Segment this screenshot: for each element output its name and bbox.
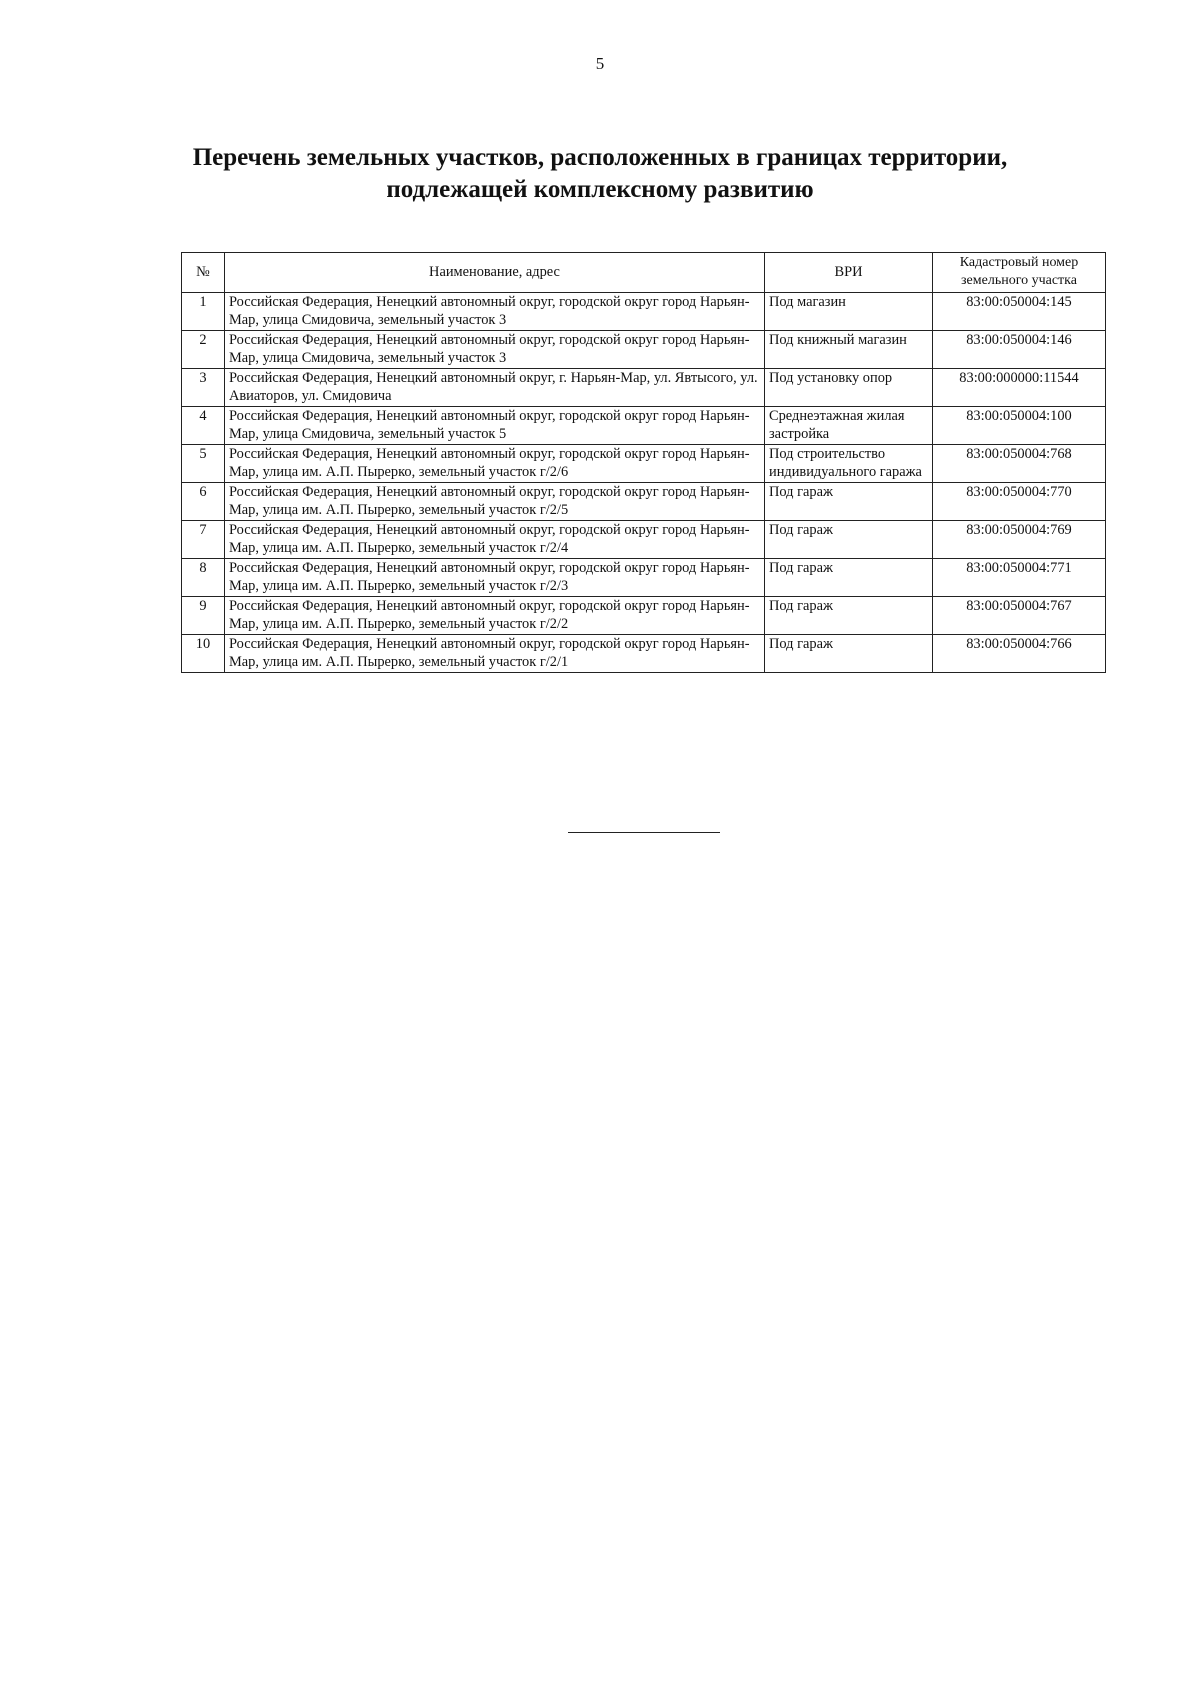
document-title xyxy=(150,142,1050,206)
row-cadastral-number: 83:00:050004:767 xyxy=(933,597,1106,635)
row-number: 3 xyxy=(182,369,225,407)
row-address: Российская Федерация, Ненецкий автономный округ, городской округ город Нарьян-Мар, улица Смидовича, земельный участок 3 xyxy=(225,293,765,331)
row-address: Российская Федерация, Ненецкий автономный округ, городской округ город Нарьян-Мар, улица Смидовича, земельный участок 5 xyxy=(225,407,765,445)
row-number: 9 xyxy=(182,597,225,635)
row-vri: Под строительство индивидуального гаража xyxy=(765,445,933,483)
row-vri: Под установку опор xyxy=(765,369,933,407)
row-vri: Под гараж xyxy=(765,597,933,635)
header-address: Наименование, адрес xyxy=(225,253,765,293)
row-cadastral-number: 83:00:050004:100 xyxy=(933,407,1106,445)
row-cadastral-number: 83:00:000000:11544 xyxy=(933,369,1106,407)
table-row xyxy=(182,559,1106,597)
row-cadastral-number: 83:00:050004:766 xyxy=(933,635,1106,673)
table-row xyxy=(182,521,1106,559)
header-number: № xyxy=(182,253,225,293)
document-title-line-1: Перечень земельных участков, расположенных в границах территории, xyxy=(192,144,1008,171)
row-cadastral-number: 83:00:050004:145 xyxy=(933,293,1106,331)
row-vri: Под книжный магазин xyxy=(765,331,933,369)
row-vri: Среднеэтажная жилая застройка xyxy=(765,407,933,445)
table-header xyxy=(182,253,1106,293)
row-number: 10 xyxy=(182,635,225,673)
row-address: Российская Федерация, Ненецкий автономный округ, городской округ город Нарьян-Мар, улица им. А.П. Пырерко, земельный участок г/2/1 xyxy=(225,635,765,673)
table-row xyxy=(182,407,1106,445)
row-vri: Под гараж xyxy=(765,559,933,597)
row-number: 4 xyxy=(182,407,225,445)
row-number: 2 xyxy=(182,331,225,369)
header-vri: ВРИ xyxy=(765,253,933,293)
row-vri: Под магазин xyxy=(765,293,933,331)
row-cadastral-number: 83:00:050004:146 xyxy=(933,331,1106,369)
table-header-row xyxy=(182,253,1106,293)
table-row xyxy=(182,635,1106,673)
document-title-line-2: подлежащей комплексному развитию xyxy=(386,176,814,203)
land-parcels-table xyxy=(181,252,1106,673)
row-number: 5 xyxy=(182,445,225,483)
table-row xyxy=(182,483,1106,521)
table-row xyxy=(182,369,1106,407)
row-number: 8 xyxy=(182,559,225,597)
row-cadastral-number: 83:00:050004:771 xyxy=(933,559,1106,597)
row-address: Российская Федерация, Ненецкий автономный округ, городской округ город Нарьян-Мар, улица им. А.П. Пырерко, земельный участок г/2/4 xyxy=(225,521,765,559)
row-address: Российская Федерация, Ненецкий автономный округ, городской округ город Нарьян-Мар, улица им. А.П. Пырерко, земельный участок г/2/3 xyxy=(225,559,765,597)
row-address: Российская Федерация, Ненецкий автономный округ, городской округ город Нарьян-Мар, улица им. А.П. Пырерко, земельный участок г/2/5 xyxy=(225,483,765,521)
header-cadastral-number: Кадастровый номер земельного участка xyxy=(933,253,1106,293)
table-row xyxy=(182,445,1106,483)
row-address: Российская Федерация, Ненецкий автономный округ, городской округ город Нарьян-Мар, улица им. А.П. Пырерко, земельный участок г/2/2 xyxy=(225,597,765,635)
closing-line-divider xyxy=(568,832,720,833)
table-row xyxy=(182,293,1106,331)
table-row xyxy=(182,597,1106,635)
row-vri: Под гараж xyxy=(765,635,933,673)
row-cadastral-number: 83:00:050004:769 xyxy=(933,521,1106,559)
row-address: Российская Федерация, Ненецкий автономный округ, г. Нарьян-Мар, ул. Явтысого, ул. Авиаторов, ул. Смидовича xyxy=(225,369,765,407)
row-number: 6 xyxy=(182,483,225,521)
table-row xyxy=(182,331,1106,369)
row-address: Российская Федерация, Ненецкий автономный округ, городской округ город Нарьян-Мар, улица Смидовича, земельный участок 3 xyxy=(225,331,765,369)
row-vri: Под гараж xyxy=(765,483,933,521)
row-number: 7 xyxy=(182,521,225,559)
row-address: Российская Федерация, Ненецкий автономный округ, городской округ город Нарьян-Мар, улица им. А.П. Пырерко, земельный участок г/2/6 xyxy=(225,445,765,483)
row-vri: Под гараж xyxy=(765,521,933,559)
table-body xyxy=(182,293,1106,673)
page-number: 5 xyxy=(595,54,605,73)
row-cadastral-number: 83:00:050004:768 xyxy=(933,445,1106,483)
row-cadastral-number: 83:00:050004:770 xyxy=(933,483,1106,521)
row-number: 1 xyxy=(182,293,225,331)
